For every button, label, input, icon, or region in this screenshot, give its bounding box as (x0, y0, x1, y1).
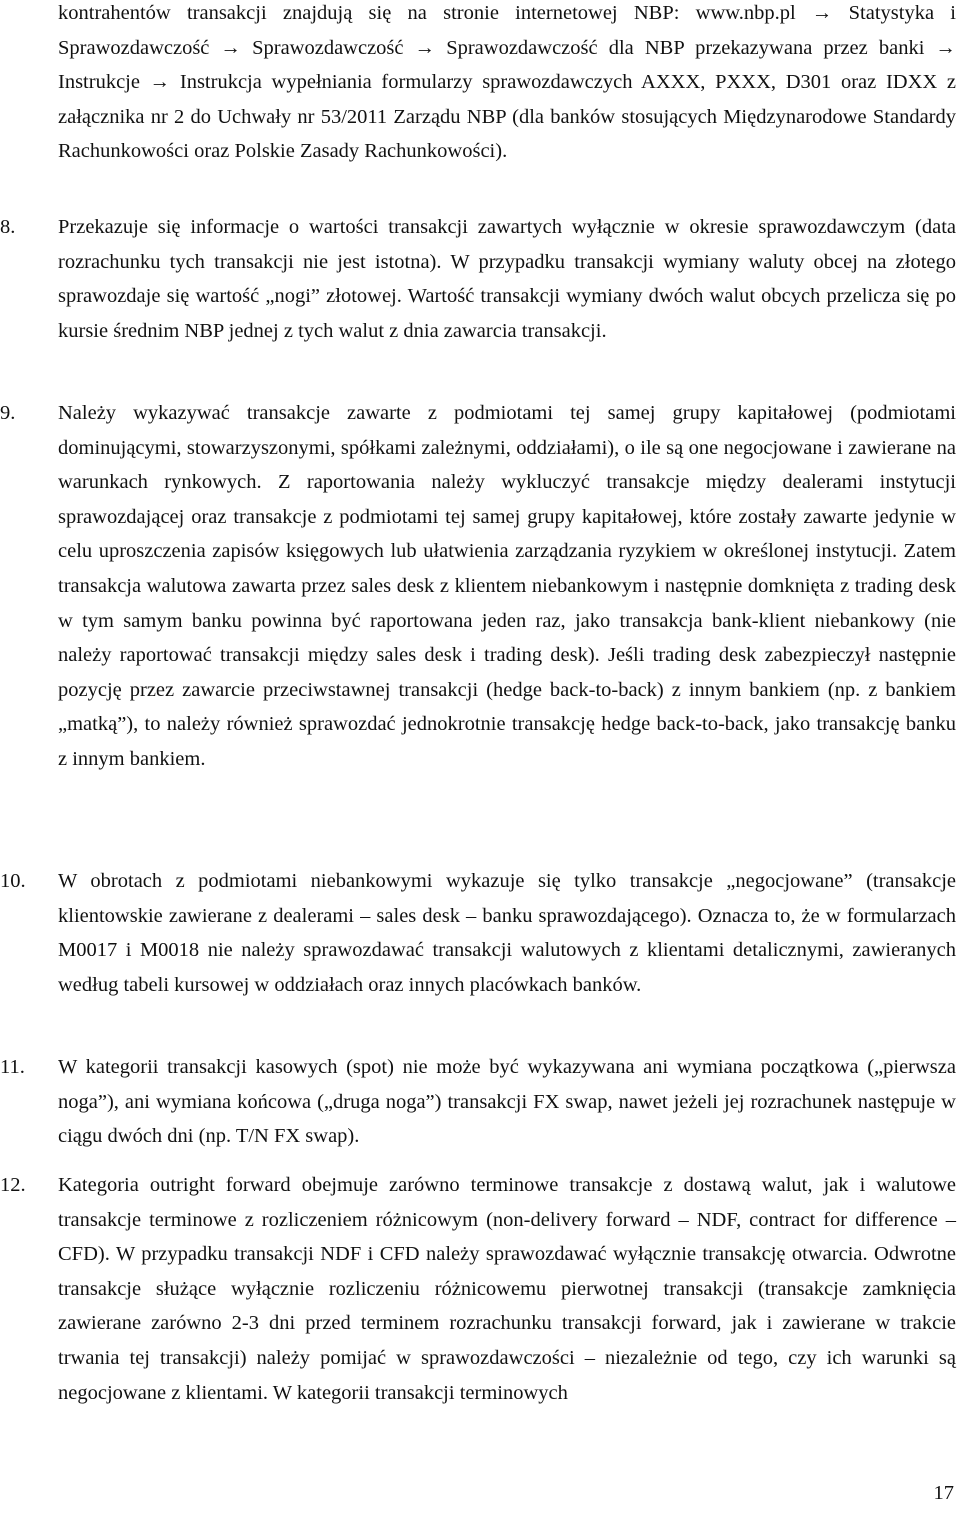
item-text: W kategorii transakcji kasowych (spot) nie może być wykazywana ani wymiana początkowa („pierwsza noga”), ani wymiana końcowa („druga noga”) transakcji FX swap, nawet jeżeli jej rozrachunek następuje w ciągu dwóch dni (np. T/N FX swap). (58, 1056, 956, 1148)
item-text: W obrotach z podmiotami niebankowymi wykazuje się tylko transakcje „negocjowane” (transakcje klientowskie zawierane z dealerami – sales desk – banku sprawozdającego). Oznacza to, że w formularzach M0017 i M0018 nie należy sprawozdawać transakcji walutowych z klientami detalicznymi, zawieranych według tabeli kursowej w oddziałach oraz innych placówkach banków. (58, 870, 956, 996)
item-text: Kategoria outright forward obejmuje zarówno terminowe transakcje z dostawą walut, jak i walutowe transakcje terminowe z rozliczeniem różnicowym (non-delivery forward – NDF, contract for difference – CFD). W przypadku transakcji NDF i CFD należy sprawozdawać wyłącznie transakcję otwarcia. Odwrotne transakcje służące wyłącznie rozliczeniu różnicowemu pierwotnej transakcji (transakcje zamknięcia zawierane zarówno 2-3 dni przed terminem rozrachunku transakcji forward, jak i zawierane w trakcie trwania tej transakcji) należy pomijać w sprawozdawczości – niezależnie od tego, czy ich warunki są negocjowane z klientami. W kategorii transakcji terminowych (58, 1174, 956, 1404)
item-number: 12. (0, 1174, 26, 1196)
item-text: Przekazuje się informacje o wartości transakcji zawartych wyłącznie w okresie sprawozdawczym (data rozrachunku tych transakcji nie jest istotna). W przypadku transakcji wymiany waluty obcej na złotego sprawozdaje się wartość „nogi” złotowej. Wartość transakcji wymiany dwóch walut obcych przelicza się po kursie średnim NBP jednej z tych walut z dnia zawarcia transakcji. (58, 216, 956, 342)
item-text: Należy wykazywać transakcje zawarte z podmiotami tej samej grupy kapitałowej (podmiotami dominującymi, stowarzyszonymi, spółkami zależnymi, oddziałami), o ile są one negocjowane i zawierane na warunkach rynkowych. Z raportowania należy wykluczyć transakcje między dealerami instytucji sprawozdającej oraz transakcje z podmiotami tej samej grupy kapitałowej, które zostały zawarte jedynie w celu uproszczenia zapisów księgowych lub ułatwienia zarządzania ryzykiem w określonej instytucji. Zatem transakcja walutowa zawarta przez sales desk z klientem niebankowym i następnie domknięta z trading desk w tym samym banku powinna być raportowana jeden raz, jako transakcja bank-klient niebankowy (nie należy raportować transakcji między sales desk i trading desk). Jeśli trading desk zabezpieczył następnie pozycję przez zawarcie przeciwstawnej transakcji (hedge back-to-back) z innym bankiem (np. z bankiem „matką”), to należy również sprawozdać jednokrotnie transakcję hedge back-to-back, jako transakcję banku z innym bankiem. (58, 402, 956, 770)
item-number: 8. (0, 216, 16, 238)
item-number: 9. (0, 402, 16, 424)
item-number: 10. (0, 870, 26, 892)
page-number: 17 (933, 1482, 954, 1504)
intro-paragraph: kontrahentów transakcji znajdują się na stronie internetowej NBP: www.nbp.pl → Statystyka i Sprawozdawczość → Sprawozdawczość → Sprawozdawczość dla NBP przekazywana przez banki → Instrukcje → Instrukcja wypełniania formularzy sprawozdawczych AXXX, PXXX, D301 oraz IDXX z załącznika nr 2 do Uchwały nr 53/2011 Zarządu NBP (dla banków stosujących Międzynarodowe Standardy Rachunkowości oraz Polskie Zasady Rachunkowości). (58, 2, 956, 163)
item-number: 11. (0, 1056, 25, 1078)
